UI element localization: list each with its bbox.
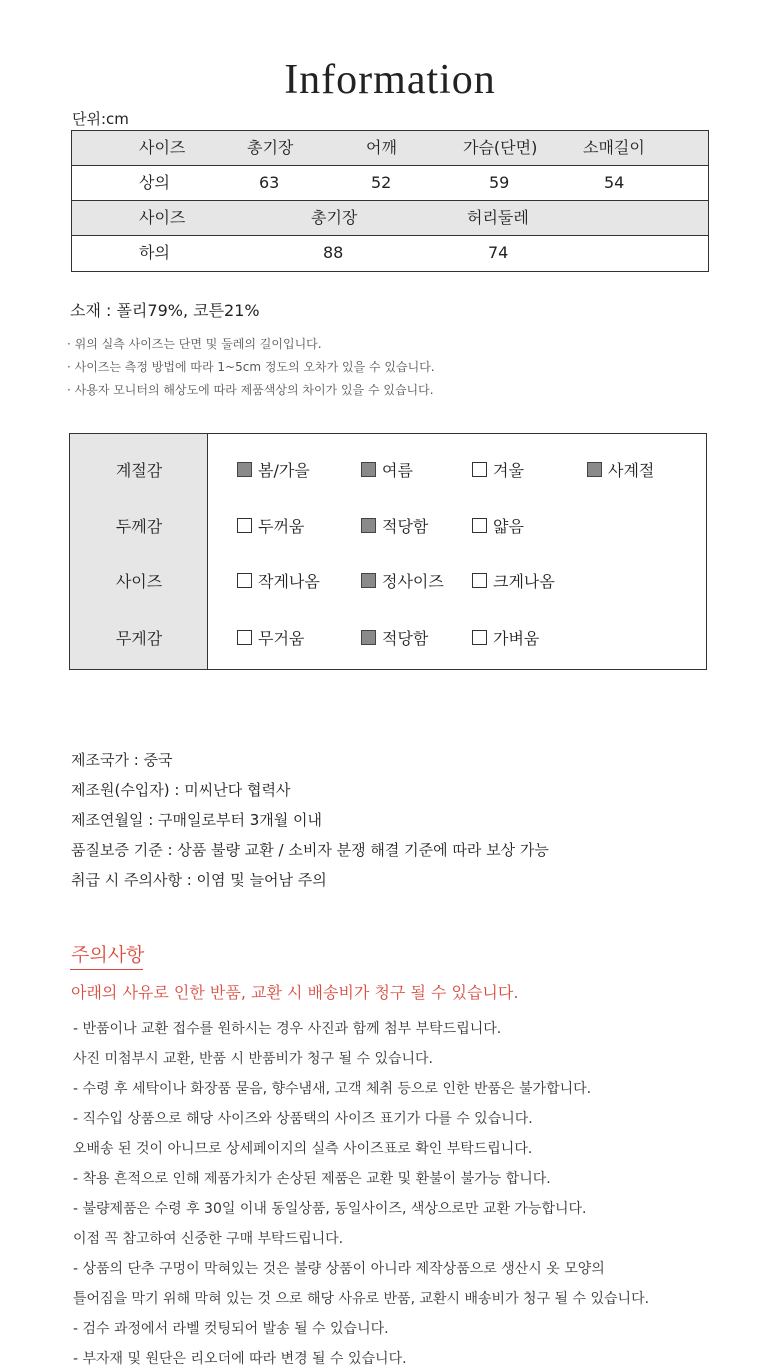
- list-item: 이점 꼭 참고하여 신중한 구매 부탁드립니다.: [73, 1231, 344, 1247]
- option-label: 크게나옴: [493, 572, 555, 591]
- info-item: 제조연월일 : 구매일로부터 3개월 이내: [71, 811, 323, 829]
- list-item: 틀어짐을 막기 위해 막혀 있는 것 으로 해당 사유로 반품, 교환시 배송비가 청구 될 수 있습니다.: [73, 1291, 650, 1307]
- header-cell: 어깨: [366, 138, 397, 157]
- option-weight-medium: [361, 626, 428, 649]
- list-item: - 검수 과정에서 라벨 컷팅되어 발송 될 수 있습니다.: [73, 1321, 389, 1337]
- table-cell: 59: [489, 173, 510, 192]
- option-label: 작게나옴: [258, 572, 320, 591]
- option-label: 가벼움: [493, 629, 540, 648]
- checkbox-icon: [237, 518, 252, 533]
- header-cell: 가슴(단면): [463, 138, 538, 157]
- info-item: 제조국가 : 중국: [71, 751, 173, 769]
- header-cell: 소매길이: [583, 138, 645, 157]
- fit-feel-table: [69, 433, 707, 670]
- header-cell: 총기장: [247, 138, 294, 157]
- header-cell: 사이즈: [139, 138, 186, 157]
- size-table-header-top: [72, 131, 708, 166]
- info-item: 취급 시 주의사항 : 이염 및 늘어남 주의: [71, 871, 327, 889]
- checkbox-icon: [472, 630, 487, 645]
- checkbox-icon: [361, 462, 376, 477]
- size-table: [71, 130, 709, 272]
- list-item: - 직수입 상품으로 해당 사이즈와 상품택의 사이즈 표기가 다를 수 있습니다.: [73, 1111, 533, 1127]
- feel-label-thickness: 두께감: [115, 517, 163, 536]
- option-label: 적당함: [382, 517, 429, 536]
- option-thickness-medium: [361, 514, 428, 537]
- list-item: - 불량제품은 수령 후 30일 이내 동일상품, 동일사이즈, 색상으로만 교환 가능합니다.: [73, 1201, 587, 1217]
- caution-underline: [70, 969, 143, 970]
- option-label: 정사이즈: [382, 572, 444, 591]
- checkbox-icon: [472, 518, 487, 533]
- checkbox-icon: [472, 462, 487, 477]
- checkbox-icon: [361, 573, 376, 588]
- option-season-summer: [361, 458, 413, 481]
- list-item: - 착용 흔적으로 인해 제품가치가 손상된 제품은 교환 및 환불이 불가능 합니다.: [73, 1171, 551, 1187]
- unit-label: 단위:cm: [72, 110, 129, 128]
- list-item: - 반품이나 교환 접수를 원하시는 경우 사진과 함께 첨부 부탁드립니다.: [73, 1021, 502, 1037]
- size-notes: [67, 334, 435, 403]
- feel-label-weight: 무게감: [115, 629, 163, 648]
- size-table-header-bottom: [72, 201, 708, 236]
- option-size-regular: [361, 569, 444, 592]
- checkbox-icon: [237, 630, 252, 645]
- option-label: 여름: [382, 461, 413, 480]
- option-label: 적당함: [382, 629, 429, 648]
- option-season-winter: [472, 458, 524, 481]
- option-weight-heavy: [237, 626, 304, 649]
- info-item: 제조원(수입자) : 미씨난다 협력사: [71, 781, 291, 799]
- option-size-large: [472, 569, 555, 592]
- info-item: 품질보증 기준 : 상품 불량 교환 / 소비자 분쟁 해결 기준에 따라 보상 가능: [71, 841, 549, 859]
- feel-label-season: 계절감: [115, 461, 163, 480]
- note-item: · 사이즈는 측정 방법에 따라 1~5cm 정도의 오차가 있을 수 있습니다.: [67, 360, 435, 374]
- header-cell: 허리둘레: [467, 208, 529, 227]
- feel-label-size: 사이즈: [115, 572, 163, 591]
- checkbox-icon: [237, 573, 252, 588]
- option-thickness-thin: [472, 514, 524, 537]
- table-cell: 54: [604, 173, 625, 192]
- option-label: 사계절: [608, 461, 655, 480]
- table-cell: 하의: [139, 243, 170, 262]
- note-item: · 위의 실측 사이즈는 단면 및 둘레의 길이입니다.: [67, 337, 322, 351]
- option-thickness-thick: [237, 514, 304, 537]
- list-item: 오배송 된 것이 아니므로 상세페이지의 실측 사이즈표로 확인 부탁드립니다.: [73, 1141, 533, 1157]
- size-table-row-top: [72, 166, 708, 201]
- caution-list: [73, 1016, 649, 1366]
- checkbox-icon: [361, 518, 376, 533]
- note-item: · 사용자 모니터의 해상도에 따라 제품색상의 차이가 있을 수 있습니다.: [67, 383, 434, 397]
- material-text: 소재 : 폴리79%, 코튼21%: [70, 301, 260, 320]
- table-cell: 63: [259, 173, 280, 192]
- option-size-small: [237, 569, 320, 592]
- table-cell: 52: [371, 173, 392, 192]
- caution-subtitle: 아래의 사유로 인한 반품, 교환 시 배송비가 청구 될 수 있습니다.: [71, 983, 519, 1002]
- option-label: 두꺼움: [258, 517, 305, 536]
- header-cell: 사이즈: [139, 208, 186, 227]
- option-label: 무거움: [258, 629, 305, 648]
- product-info: [71, 748, 549, 898]
- checkbox-icon: [587, 462, 602, 477]
- checkbox-icon: [361, 630, 376, 645]
- table-cell: 74: [488, 243, 509, 262]
- checkbox-icon: [472, 573, 487, 588]
- option-season-spring-fall: [237, 458, 310, 481]
- list-item: - 수령 후 세탁이나 화장품 묻음, 향수냄새, 고객 체취 등으로 인한 반품은 불가합니다.: [73, 1081, 592, 1097]
- option-label: 얇음: [493, 517, 524, 536]
- option-season-all: [587, 458, 654, 481]
- table-cell: 88: [323, 243, 344, 262]
- checkbox-icon: [237, 462, 252, 477]
- page-title: Information: [284, 57, 496, 103]
- option-label: 겨울: [493, 461, 524, 480]
- list-item: 사진 미첨부시 교환, 반품 시 반품비가 청구 될 수 있습니다.: [73, 1051, 434, 1067]
- list-item: - 상품의 단추 구멍이 막혀있는 것은 불량 상품이 아니라 제작상품으로 생산시 옷 모양의: [73, 1261, 605, 1277]
- list-item: - 부자재 및 원단은 리오더에 따라 변경 될 수 있습니다.: [73, 1351, 407, 1366]
- option-weight-light: [472, 626, 539, 649]
- caution-title: 주의사항: [71, 944, 145, 966]
- header-cell: 총기장: [311, 208, 358, 227]
- size-table-row-bottom: [72, 236, 708, 271]
- option-label: 봄/가을: [258, 461, 310, 480]
- table-cell: 상의: [139, 173, 170, 192]
